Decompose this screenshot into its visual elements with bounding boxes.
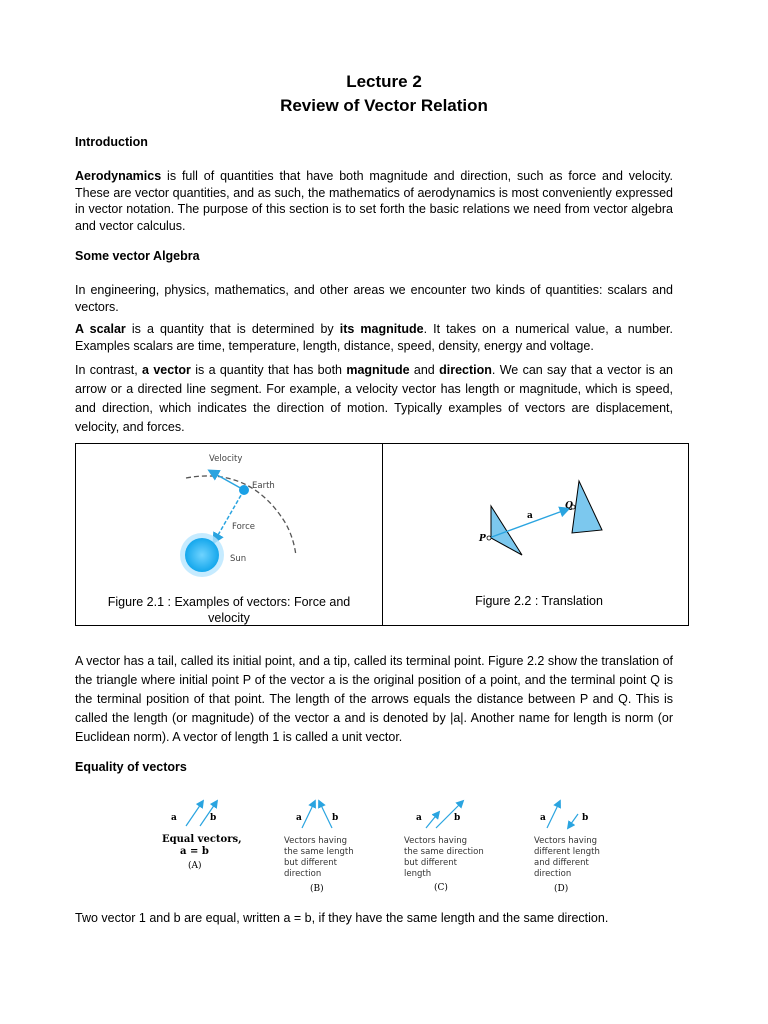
- equality-panel-b: [284, 801, 354, 894]
- label-a: a: [416, 813, 422, 823]
- scalar-text-2: . It takes on a numerical value, a number. Examples scalars are time, temperature, length, distance, speed, density, energy and voltage.: [75, 322, 673, 353]
- description-line-1: Vectors having: [534, 836, 597, 846]
- point-p: [487, 536, 491, 540]
- force-arrow: [214, 490, 244, 542]
- description-line-4: length: [404, 869, 432, 879]
- scalar-text-1: is a quantity that is determined by: [125, 322, 340, 336]
- label-p: P: [479, 534, 486, 544]
- label-b: b: [454, 813, 461, 823]
- vector-text-2: and: [409, 363, 440, 377]
- aerodynamics-term: Aerodynamics: [75, 169, 162, 183]
- triangle-original: [491, 506, 522, 555]
- sun-label: Sun: [230, 554, 247, 564]
- label-a: a: [540, 813, 546, 823]
- algebra-heading: Some vector Algebra: [75, 249, 200, 263]
- vector-a: [302, 801, 315, 828]
- vector-term: a vector: [142, 363, 191, 377]
- a-equals-b-label: a = b: [180, 846, 209, 857]
- velocity-arrow: [210, 471, 244, 490]
- description-line-2: different length: [534, 847, 600, 857]
- vector-magnitude-term: magnitude: [346, 363, 410, 377]
- page-title: Review of Vector Relation: [280, 96, 488, 115]
- vector-text-1: is a quantity that has both: [190, 363, 347, 377]
- description-line-1: Vectors having: [404, 836, 467, 846]
- magnitude-term: its magnitude: [339, 322, 424, 336]
- vector-text-0: In contrast,: [75, 363, 143, 377]
- figure-2-1-caption: Figure 2.1 : Examples of vectors: Force and velocity: [107, 595, 351, 625]
- panel-d-tag: (D): [554, 884, 569, 894]
- scalar-term: A scalar: [75, 322, 126, 336]
- description-line-1: Vectors having: [284, 836, 347, 846]
- description-line-2: the same direction: [404, 847, 484, 857]
- label-b: b: [210, 813, 217, 823]
- label-b: b: [582, 813, 589, 823]
- intro-paragraph: [75, 168, 673, 234]
- tail-tip-paragraph: A vector has a tail, called its initial point, and a tip, called its terminal point. Figure 2.2 show the translation of the triangle where initial point P of the vector a is the original position of a point, and the terminal point Q is the terminal position of that point. The length of the arrows equals the distance between P and Q. This is called the length (or magnitude) of the vector a and is denoted by |a|. Another name for length is norm (or Euclidean norm). A vector of length 1 is called a unit vector.: [75, 654, 673, 744]
- label-a: a: [171, 813, 177, 823]
- figure-2-2-caption: Figure 2.2 : Translation: [475, 594, 603, 608]
- label-b: b: [332, 813, 339, 823]
- lecture-number: Lecture 2: [346, 72, 422, 91]
- vector-b: [568, 814, 578, 828]
- vector-b: [319, 801, 332, 828]
- description-line-4: direction: [284, 869, 322, 879]
- description-line-4: direction: [534, 869, 572, 879]
- vector-a: [426, 812, 439, 828]
- figure-2-2: [383, 444, 689, 584]
- description-line-3: but different: [404, 858, 457, 868]
- vector-paragraph: [75, 361, 673, 437]
- vector-text-3: . We can say that a vector is an arrow or a directed line segment. For example, a velocity vector has length or magnitude, which is speed, and direction, which indicates the direction of motion. Typically examples of vectors are displacement, velocity, and forces.: [75, 363, 673, 434]
- panel-b-tag: (B): [310, 884, 324, 894]
- equality-conclusion: Two vector 1 and b are equal, written a = b, if they have the same length and the same direction.: [75, 911, 609, 925]
- equal-vectors-label: Equal vectors,: [162, 834, 242, 845]
- label-a: a: [296, 813, 302, 823]
- label-q: Q: [565, 501, 573, 511]
- description-line-2: the same length: [284, 847, 354, 857]
- scalars-vectors-paragraph: In engineering, physics, mathematics, and other areas we encounter two kinds of quantities: scalars and vectors.: [75, 283, 673, 314]
- vector-a: [186, 801, 203, 826]
- equality-panel-c: [404, 801, 484, 893]
- earth-dot: [239, 485, 249, 495]
- earth-label: Earth: [252, 481, 275, 491]
- equality-panel-d: [534, 801, 600, 894]
- force-label: Force: [232, 522, 255, 532]
- figures-box: [75, 443, 689, 626]
- vector-a: [547, 801, 560, 828]
- label-a: a: [527, 511, 533, 521]
- panel-a-tag: (A): [188, 861, 202, 871]
- equality-panel-a: [162, 801, 242, 871]
- equality-figure: [150, 792, 630, 902]
- description-line-3: and different: [534, 858, 589, 868]
- intro-text: is full of quantities that have both magnitude and direction, such as force and velocity. These are vector quantities, and as such, the mathematics of aerodynamics is most conveniently expressed in vector notation. The purpose of this section is to set forth the basic relations we need from vector algebra and vector calculus.: [75, 169, 673, 233]
- figure-2-1: [76, 444, 382, 584]
- description-line-3: but different: [284, 858, 337, 868]
- intro-heading: Introduction: [75, 135, 148, 149]
- direction-term: direction: [439, 363, 492, 377]
- sun-icon: [180, 533, 224, 577]
- triangle-translated: [572, 481, 602, 533]
- velocity-label: Velocity: [209, 454, 243, 464]
- equality-heading: Equality of vectors: [75, 760, 187, 774]
- panel-c-tag: (C): [434, 883, 448, 893]
- scalar-paragraph: [75, 321, 673, 354]
